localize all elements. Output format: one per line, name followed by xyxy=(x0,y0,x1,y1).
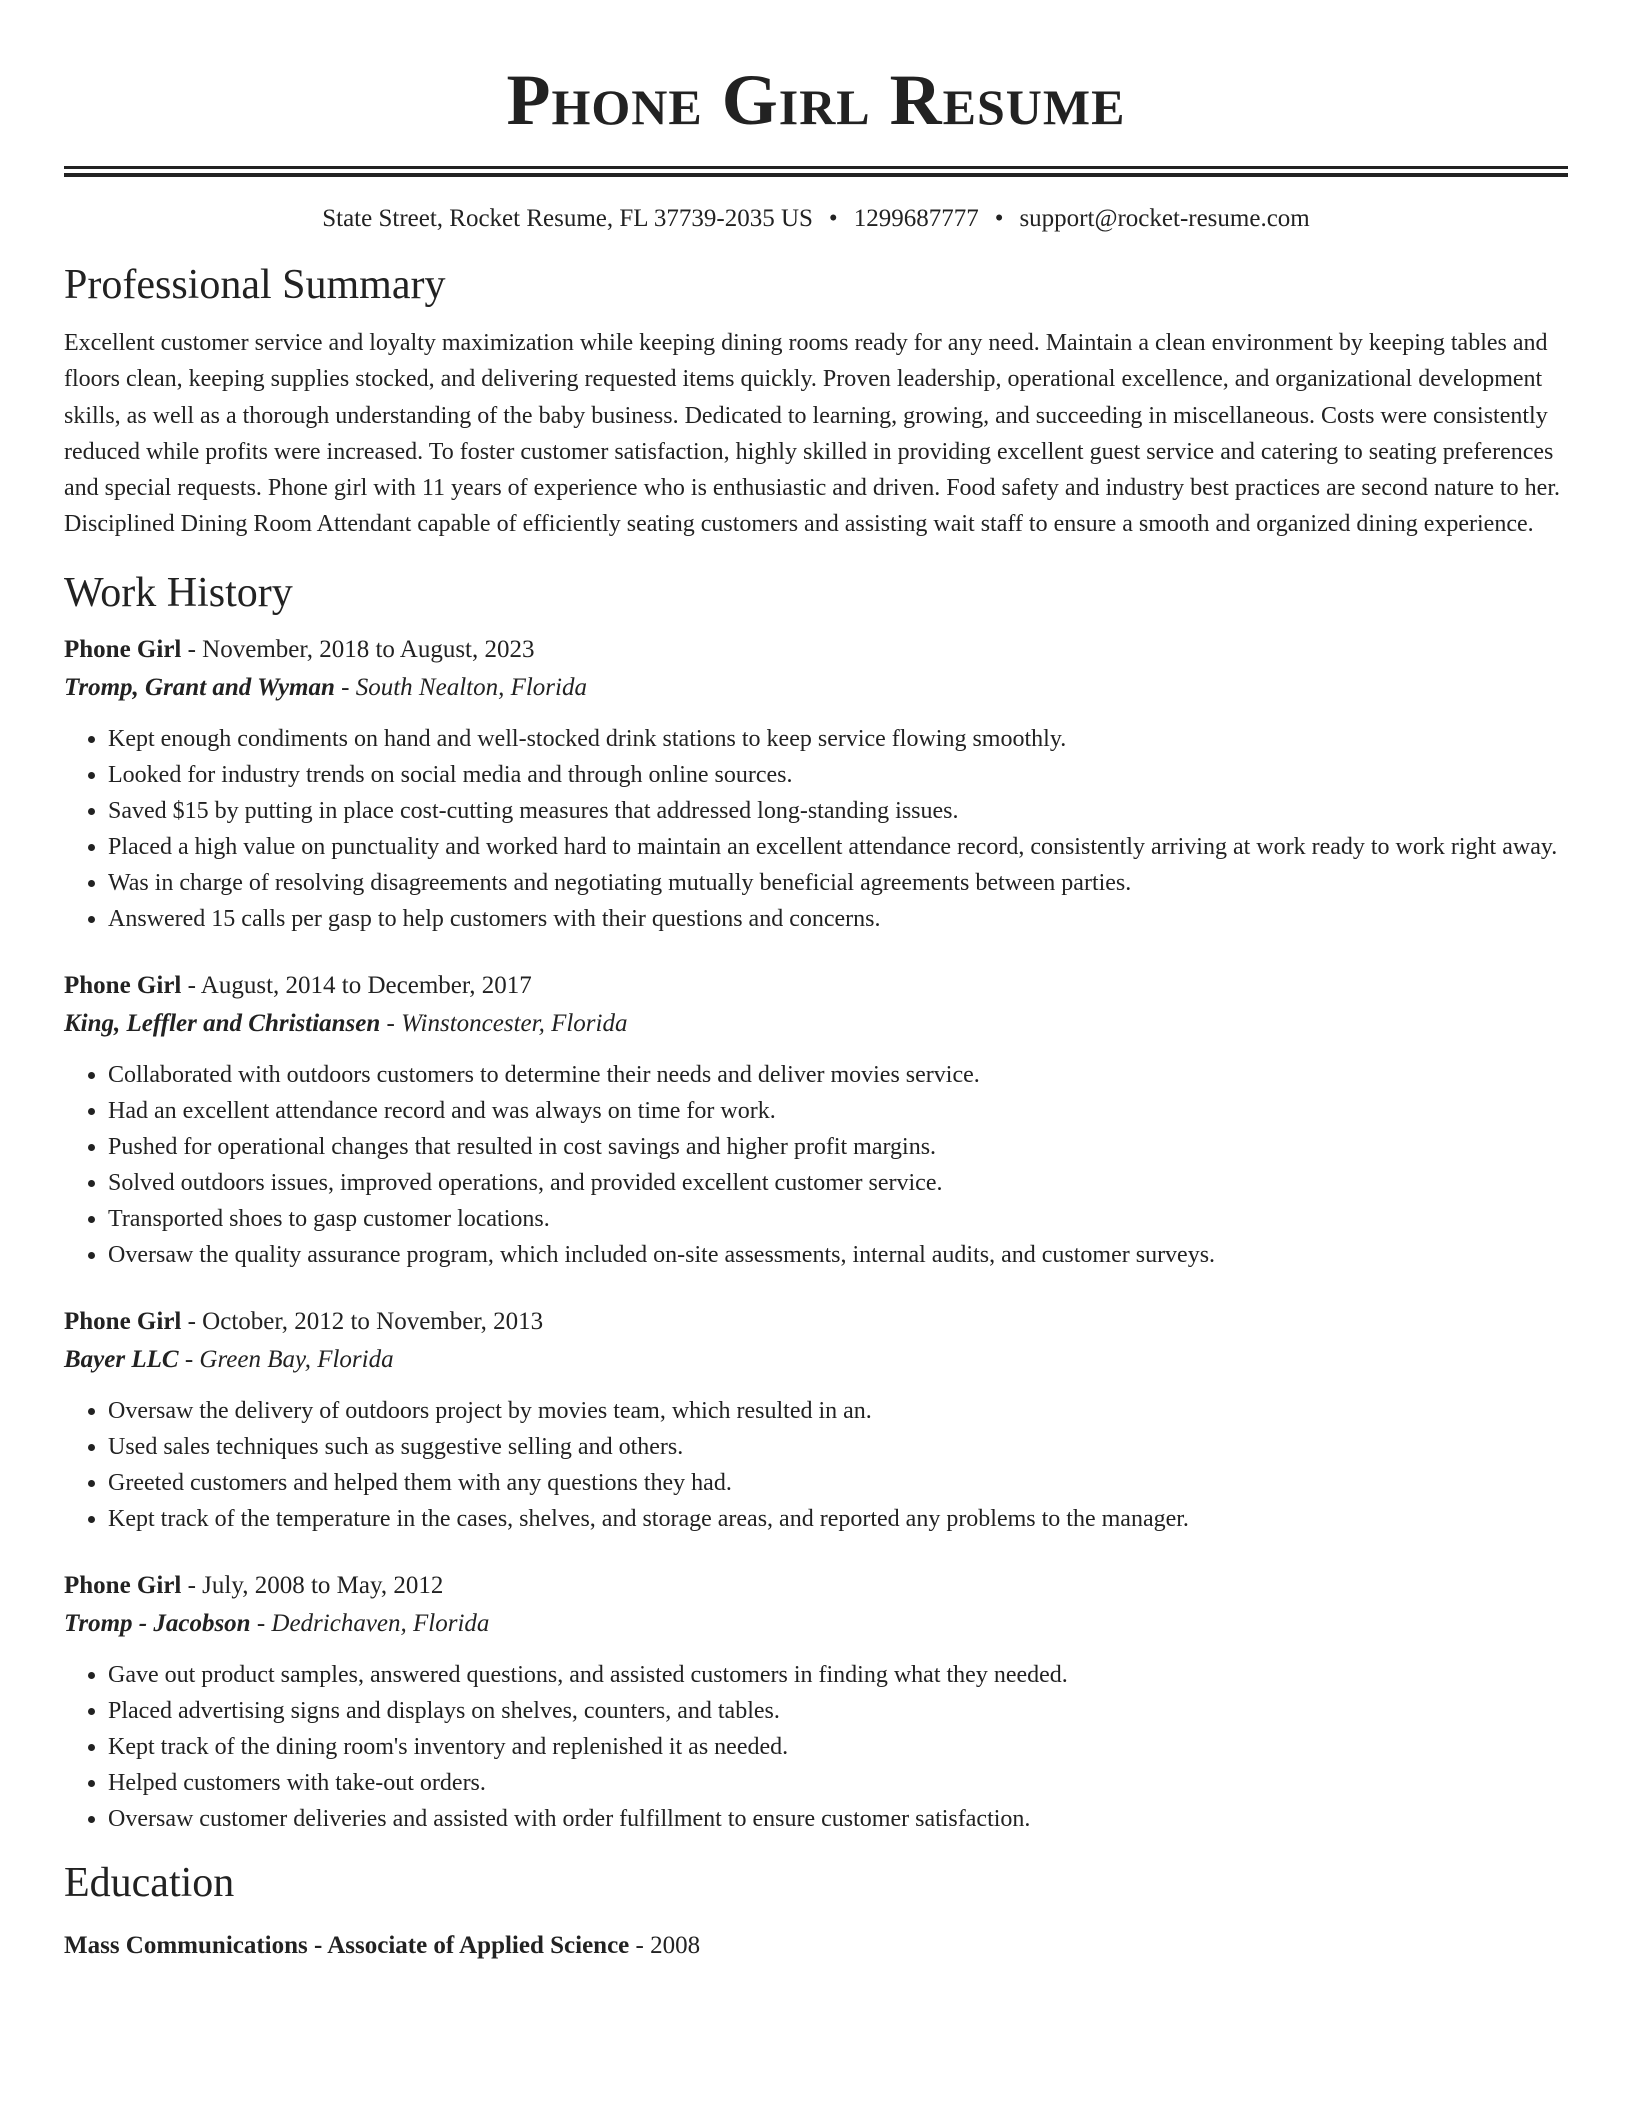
job-title: Phone Girl xyxy=(64,971,182,999)
job-dates: - November, 2018 to August, 2023 xyxy=(181,635,535,663)
company-location: - South Nealton, Florida xyxy=(334,673,587,701)
title-divider xyxy=(64,166,1568,177)
duty-item: • Solved outdoors issues, improved operations, and provided excellent customer service. xyxy=(108,1165,1568,1201)
duty-item: • Helped customers with take-out orders. xyxy=(108,1765,1568,1801)
job-entry xyxy=(64,967,1568,1273)
job-title-line xyxy=(64,1567,1568,1605)
company-line xyxy=(64,1005,1568,1043)
duty-item: • Collaborated with outdoors customers to determine their needs and deliver movies service. xyxy=(108,1057,1568,1093)
duty-item: • Was in charge of resolving disagreements and negotiating mutually beneficial agreements between parties. xyxy=(108,865,1568,901)
job-dates: - July, 2008 to May, 2012 xyxy=(181,1571,444,1599)
job-entry xyxy=(64,1303,1568,1537)
job-dates: - August, 2014 to December, 2017 xyxy=(181,971,532,999)
duty-item: • Placed advertising signs and displays on shelves, counters, and tables. xyxy=(108,1693,1568,1729)
company-name: Tromp - Jacobson xyxy=(64,1609,251,1637)
company-location: - Green Bay, Florida xyxy=(178,1345,394,1373)
company-location: - Dedrichaven, Florida xyxy=(250,1609,490,1637)
company-name: Bayer LLC xyxy=(64,1345,179,1373)
duty-item: • Placed a high value on punctuality and worked hard to maintain an excellent attendance record, consistently arriving at work ready to work right away. xyxy=(108,829,1568,865)
company-line xyxy=(64,1605,1568,1643)
contact-line xyxy=(64,203,1568,235)
duty-item: • Looked for industry trends on social media and through online sources. xyxy=(108,757,1568,793)
contact-separator: • xyxy=(828,205,838,232)
contact-separator: • xyxy=(994,205,1004,232)
duty-item: • Kept track of the dining room's inventory and replenished it as needed. xyxy=(108,1729,1568,1765)
professional-summary-text: Excellent customer service and loyalty maximization while keeping dining rooms ready for any need. Maintain a clean environment by keeping tables and floors clean, keeping supplies stocked, and delivering requested items quickly. Proven leadership, operational excellence, and organizational development skills, as well as a thorough understanding of the baby business. Dedicated to learning, growing, and succeeding in miscellaneous. Costs were consistently reduced while profits were increased. To foster customer satisfaction, highly skilled in providing excellent guest service and catering to seating preferences and special requests. Phone girl with 11 years of experience who is enthusiastic and driven. Food safety and industry best practices are second nature to her. Disciplined Dining Room Attendant capable of efficiently seating customers and assisting wait staff to ensure a smooth and organized dining experience. xyxy=(64,330,1561,538)
duty-item: • Had an excellent attendance record and was always on time for work. xyxy=(108,1093,1568,1129)
job-title-line xyxy=(64,631,1568,669)
duty-item: • Pushed for operational changes that resulted in cost savings and higher profit margins. xyxy=(108,1129,1568,1165)
work-history-section xyxy=(64,567,1568,1837)
job-title: Phone Girl xyxy=(64,635,182,663)
duty-item: • Saved $15 by putting in place cost-cutting measures that addressed long-standing issues. xyxy=(108,793,1568,829)
duty-item: • Gave out product samples, answered questions, and assisted customers in finding what they needed. xyxy=(108,1657,1568,1693)
resume-title: Phone Girl Resume xyxy=(506,60,1126,140)
job-title: Phone Girl xyxy=(64,1307,182,1335)
duties-list xyxy=(64,1057,1568,1273)
duty-item: • Oversaw the delivery of outdoors project by movies team, which resulted in an. xyxy=(108,1393,1568,1429)
company-location: - Winstoncester, Florida xyxy=(380,1009,628,1037)
duty-item: • Kept enough condiments on hand and well-stocked drink stations to keep service flowing smoothly. xyxy=(108,721,1568,757)
duty-item: • Used sales techniques such as suggestive selling and others. xyxy=(108,1429,1568,1465)
contact-phone[interactable]: 1299687777 xyxy=(853,205,979,232)
duty-item: • Answered 15 calls per gasp to help customers with their questions and concerns. xyxy=(108,901,1568,937)
work-history-heading: Work History xyxy=(64,569,293,616)
education-heading: Education xyxy=(64,1859,235,1906)
professional-summary-section xyxy=(64,259,1568,543)
professional-summary-heading: Professional Summary xyxy=(64,262,446,308)
contact-email[interactable]: support@rocket-resume.com xyxy=(1019,205,1310,232)
education-entry xyxy=(64,1927,1568,1965)
company-line xyxy=(64,1341,1568,1379)
duties-list xyxy=(64,1657,1568,1837)
job-dates: - October, 2012 to November, 2013 xyxy=(181,1307,544,1335)
duty-item: • Greeted customers and helped them with any questions they had. xyxy=(108,1465,1568,1501)
company-line xyxy=(64,669,1568,707)
duty-item: • Oversaw the quality assurance program, which included on-site assessments, internal audits, and customer surveys. xyxy=(108,1237,1568,1273)
education-degree: Mass Communications - Associate of Applied Science xyxy=(64,1931,630,1959)
job-title: Phone Girl xyxy=(64,1571,182,1599)
job-title-line xyxy=(64,1303,1568,1341)
job-entry xyxy=(64,631,1568,937)
duty-item: • Oversaw customer deliveries and assisted with order fulfillment to ensure customer satisfaction. xyxy=(108,1801,1568,1837)
company-name: Tromp, Grant and Wyman xyxy=(64,673,335,701)
duties-list xyxy=(64,1393,1568,1537)
duty-item: • Transported shoes to gasp customer locations. xyxy=(108,1201,1568,1237)
education-section xyxy=(64,1857,1568,1965)
contact-address: State Street, Rocket Resume, FL 37739-2035 US xyxy=(322,205,813,232)
duty-item: • Kept track of the temperature in the cases, shelves, and storage areas, and reported any problems to the manager. xyxy=(108,1501,1568,1537)
duties-list xyxy=(64,721,1568,937)
education-year: - 2008 xyxy=(629,1931,701,1959)
job-title-line xyxy=(64,967,1568,1005)
company-name: King, Leffler and Christiansen xyxy=(64,1009,381,1037)
job-entry xyxy=(64,1567,1568,1837)
